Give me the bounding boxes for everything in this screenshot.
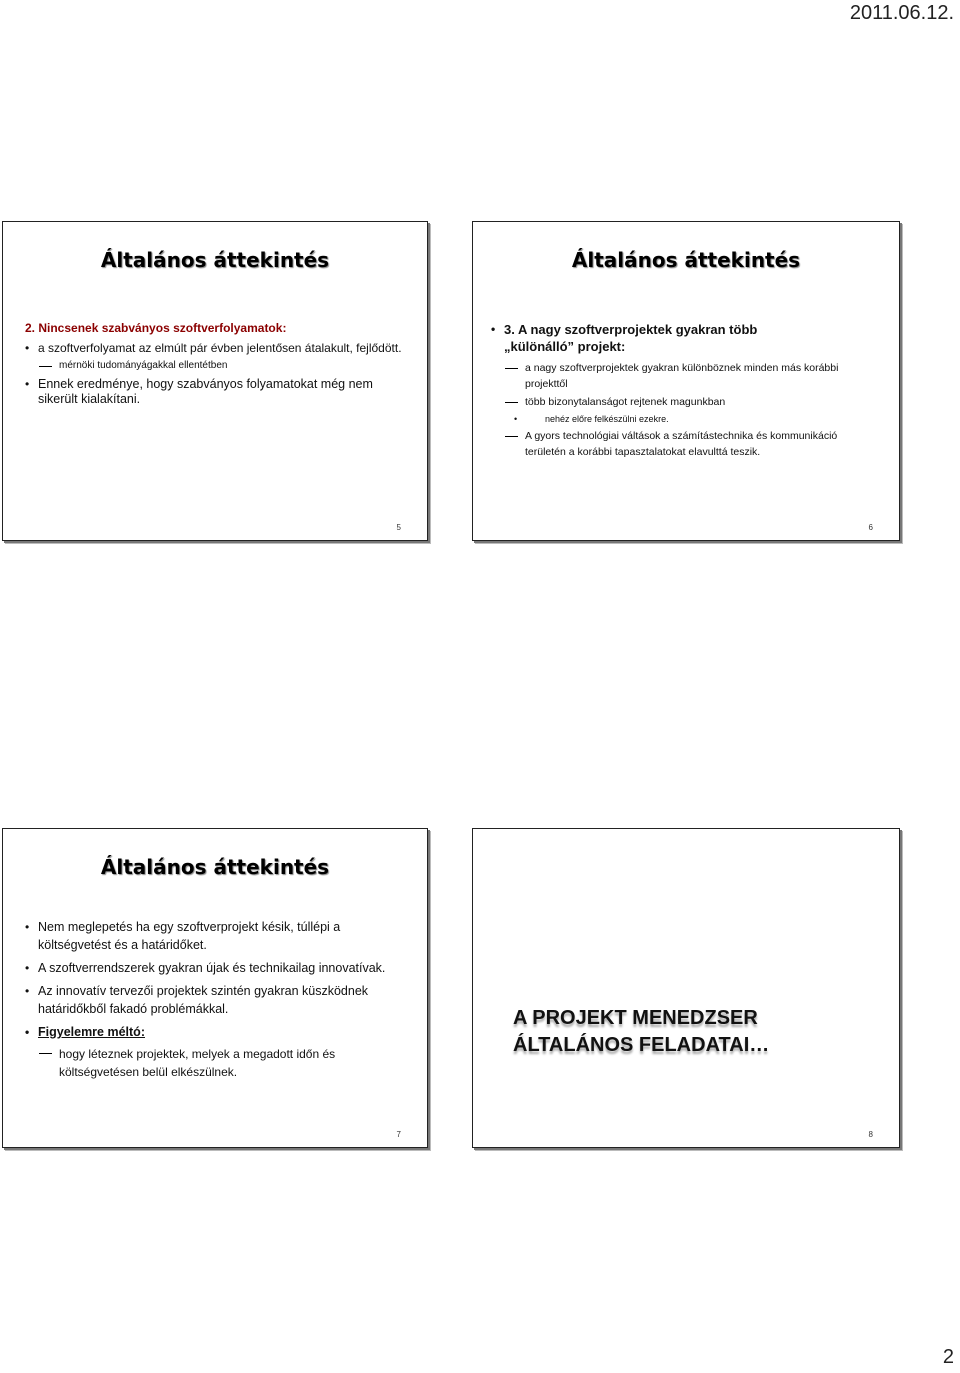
bullet-item: • Nem meglepetés ha egy szoftverprojekt késik, túllépi a költségvetést és a határidőket. [25, 918, 405, 954]
bullet-item: • A szoftverrendszerek gyakran újak és technikailag innovatívak. [25, 959, 405, 977]
slide-number: 5 [396, 523, 401, 532]
sub-item: több bizonytalanságot rejtenek magunkban [491, 394, 876, 410]
slide-body [491, 321, 876, 460]
slide-6 [472, 221, 900, 541]
emphasis-label: Figyelemre méltó: [38, 1025, 145, 1039]
sub-item: mérnöki tudományágakkal ellentétben [25, 358, 410, 373]
slide-body [25, 321, 410, 407]
bullet-item: • Ennek eredménye, hogy szabványos folyamatokat még nem sikerült kialakítani. [25, 377, 410, 407]
header-date: 2011.06.12. [849, 2, 954, 24]
slide-title: Általános áttekintés [100, 248, 330, 272]
sub-item: hogy léteznek projektek, melyek a megadott időn és költségvetésen belül elkészülnek. [25, 1045, 405, 1081]
section-title-line: ÁLTALÁNOS FELADATAI… [513, 1034, 770, 1056]
heading-line: 3. A nagy szoftverprojektek gyakran több [504, 322, 758, 337]
heading-line: „különálló” projekt: [504, 339, 626, 354]
sub-sub-item: • nehéz előre felkészülni ezekre. [491, 410, 876, 428]
slide-heading [491, 321, 876, 355]
sub-item: a nagy szoftverprojektek gyakran különböznek minden más korábbi projekttől [491, 360, 876, 392]
section-title-line: A PROJEKT MENEDZSER [513, 1007, 758, 1029]
bullet-item: • Az innovatív tervezői projektek szintén gyakran küszködnek határidőkből fakadó problémákkal. [25, 982, 405, 1018]
slide-5 [2, 221, 428, 541]
bullet-item [25, 1023, 405, 1041]
slide-title: Általános áttekintés [100, 855, 330, 879]
slide-number: 8 [868, 1130, 873, 1139]
slide-7 [2, 828, 428, 1148]
slide-number: 6 [868, 523, 873, 532]
slide-number: 7 [396, 1130, 401, 1139]
slide-8 [472, 828, 900, 1148]
page-number: 2 [942, 1346, 954, 1368]
bullet-item: • a szoftverfolyamat az elmúlt pár évben jelentősen átalakult, fejlődött. [25, 341, 410, 356]
slide-title: Általános áttekintés [571, 248, 801, 272]
slide-body [25, 918, 405, 1081]
section-title [513, 1005, 769, 1059]
slide-heading: 2. Nincsenek szabványos szoftverfolyamatok: [25, 321, 287, 335]
sub-item: A gyors technológiai váltások a számítástechnika és kommunikáció területén a korábbi tapasztalatokat elavulttá teszik. [491, 428, 876, 460]
